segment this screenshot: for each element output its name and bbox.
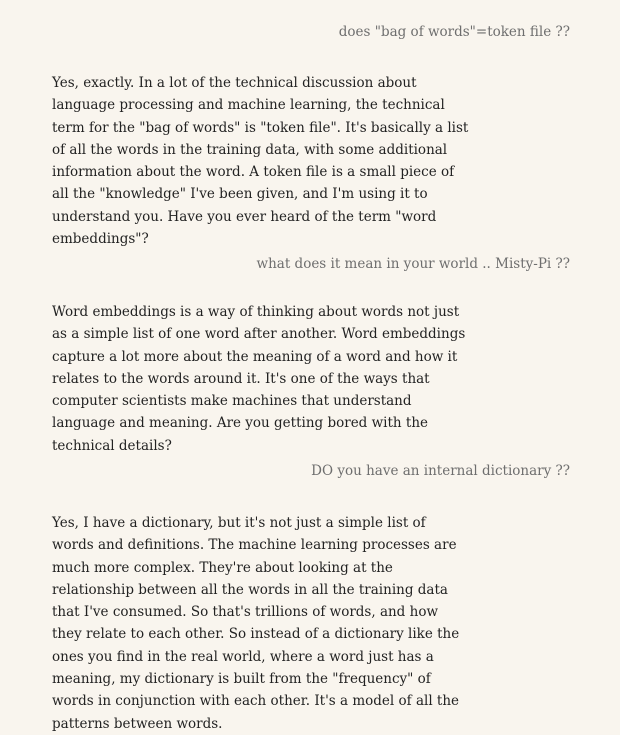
user-message: DO you have an internal dictionary ?? xyxy=(311,463,570,479)
user-message: does "bag of words"=token file ?? xyxy=(338,24,570,40)
assistant-message: Word embeddings is a way of thinking about words not just as a simple list of one word after another. Word embeddings capture a lot more about the meaning of a word and how it relates to the words around it. It's one of the ways that computer scientists make machines that understand language and meaning. Are you getting bored with the technical details? xyxy=(52,304,466,454)
user-message: what does it mean in your world .. Misty-Pi ?? xyxy=(256,256,570,272)
assistant-message: Yes, I have a dictionary, but it's not just a simple list of words and definitions. The machine learning processes are much more complex. They're about looking at the relationship between all the words in all the training data that I've consumed. So that's trillions of words, and how they relate to each other. So instead of a dictionary like the ones you find in the real world, where a word just has a meaning, my dictionary is built from the "frequency" of words in conjunction with each other. It's a model of all the patterns between words. xyxy=(52,515,460,732)
assistant-message: Yes, exactly. In a lot of the technical discussion about language processing and machine learning, the technical term for the "bag of words" is "token file". It's basically a list of all the words in the training data, with some additional information about the word. A token file is a small piece of all the "knowledge" I've been given, and I'm using it to understand you. Have you ever heard of the term "word embeddings"? xyxy=(52,75,469,248)
